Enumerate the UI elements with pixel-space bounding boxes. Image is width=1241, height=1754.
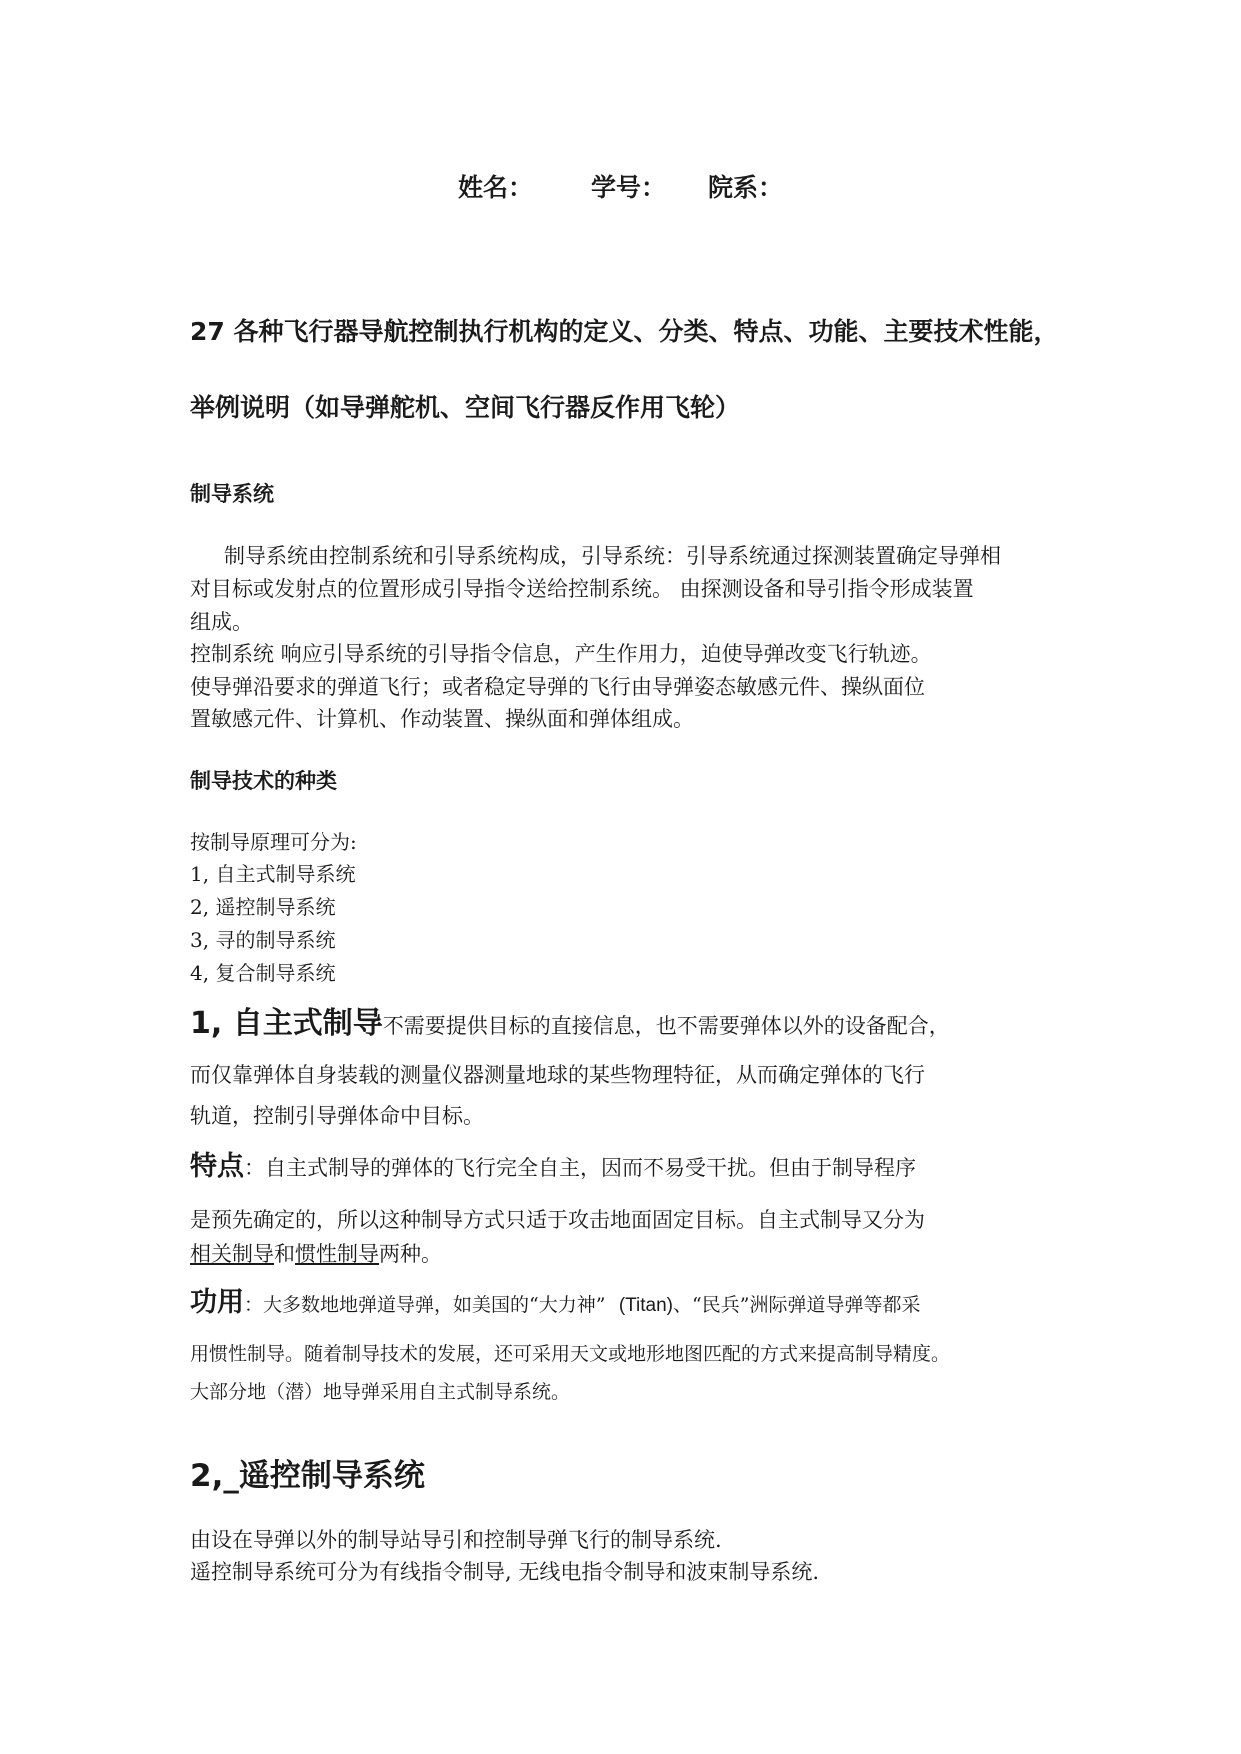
features-line-1-text: 自主式制导的弹体的飞行完全自主，因而不易受干扰。但由于制导程序 <box>265 1156 916 1180</box>
guidance-system-line-4: 控制系统 响应引导系统的引导指令信息，产生作用力，迫使导弹改变飞行轨迹。 <box>190 642 932 666</box>
name-label: 姓名： <box>457 173 533 202</box>
guidance-system-line-2: 对目标或发射点的位置形成引导指令送给控制系统。 由探测设备和导引指令形成装置 <box>190 577 974 601</box>
function-line-1 <box>190 1280 920 1319</box>
function-line-3: 大部分地（潜）地导弹采用自主式制导系统。 <box>190 1381 571 1403</box>
question-title-line-1: 27 各种飞行器导航控制执行机构的定义、分类、特点、功能、主要技术性能， <box>190 317 1059 346</box>
function-line-1-a: 大多数地地弹道导弹，如美国的“大力神” <box>263 1294 606 1316</box>
features-and: 和 <box>274 1242 295 1266</box>
features-line-2: 是预先确定的，所以这种制导方式只适于攻击地面固定目标。自主式制导又分为 <box>190 1208 925 1232</box>
guidance-types-heading: 制导技术的种类 <box>190 769 337 793</box>
guidance-system-line-6: 置敏感元件、计算机、作动装置、操纵面和弹体组成。 <box>190 707 694 731</box>
guidance-system-line-5: 使导弹沿要求的弹道飞行；或者稳定导弹的飞行由导弹姿态敏感元件、操纵面位 <box>190 675 925 699</box>
department-label: 院系： <box>708 173 784 202</box>
guidance-system-heading: 制导系统 <box>190 482 274 506</box>
function-line-2: 用惯性制导。随着制导技术的发展，还可采用天文或地形地图匹配的方式来提高制导精度。 <box>190 1343 951 1365</box>
features-line-3 <box>190 1238 442 1268</box>
list-item: 4, 复合制导系统 <box>190 961 336 985</box>
function-line-1-b: 、“民兵”洲际弹道导弹等都采 <box>673 1294 921 1316</box>
list-item: 3, 寻的制导系统 <box>190 928 336 952</box>
features-label: 特点 <box>190 1151 244 1182</box>
features-line-1 <box>190 1144 916 1183</box>
autonomous-line-3: 轨道，控制引导弹体命中目标。 <box>190 1104 484 1128</box>
list-item: 1, 自主式制导系统 <box>190 862 356 886</box>
student-id-label: 学号： <box>590 173 666 202</box>
function-label: 功用 <box>190 1287 244 1318</box>
guidance-types-intro: 按制导原理可分为: <box>190 830 357 854</box>
features-colon: ： <box>244 1156 265 1180</box>
list-item: 2, 遥控制导系统 <box>190 895 336 919</box>
autonomous-line-1-text: 不需要提供目标的直接信息，也不需要弹体以外的设备配合， <box>382 1014 950 1038</box>
header-fields <box>0 168 1241 204</box>
autonomous-lead: 1, 自主式制导 <box>190 1006 383 1041</box>
features-end: 两种。 <box>379 1242 442 1266</box>
question-title-line-2: 举例说明（如导弹舵机、空间飞行器反作用飞轮） <box>190 393 741 422</box>
autonomous-line-2: 而仅靠弹体自身装载的测量仪器测量地球的某些物理特征，从而确定弹体的飞行 <box>190 1063 925 1087</box>
remote-guidance-line-2: 遥控制导系统可分为有线指令制导, 无线电指令制导和波束制导系统. <box>190 1560 820 1584</box>
inertial-guidance-link[interactable]: 惯性制导 <box>295 1242 379 1266</box>
correlation-guidance-link[interactable]: 相关制导 <box>190 1242 274 1266</box>
remote-guidance-line-1: 由设在导弹以外的制导站导引和控制导弹飞行的制导系统. <box>190 1528 722 1552</box>
guidance-system-line-3: 组成。 <box>190 610 253 634</box>
guidance-system-line-1: 制导系统由控制系统和引导系统构成，引导系统：引导系统通过探测装置确定导弹相 <box>224 544 1001 568</box>
autonomous-line-1 <box>190 998 950 1042</box>
titan-text: (Titan) <box>618 1295 674 1316</box>
remote-guidance-heading: 2,_遥控制导系统 <box>190 1458 425 1494</box>
function-colon: ： <box>244 1294 264 1316</box>
